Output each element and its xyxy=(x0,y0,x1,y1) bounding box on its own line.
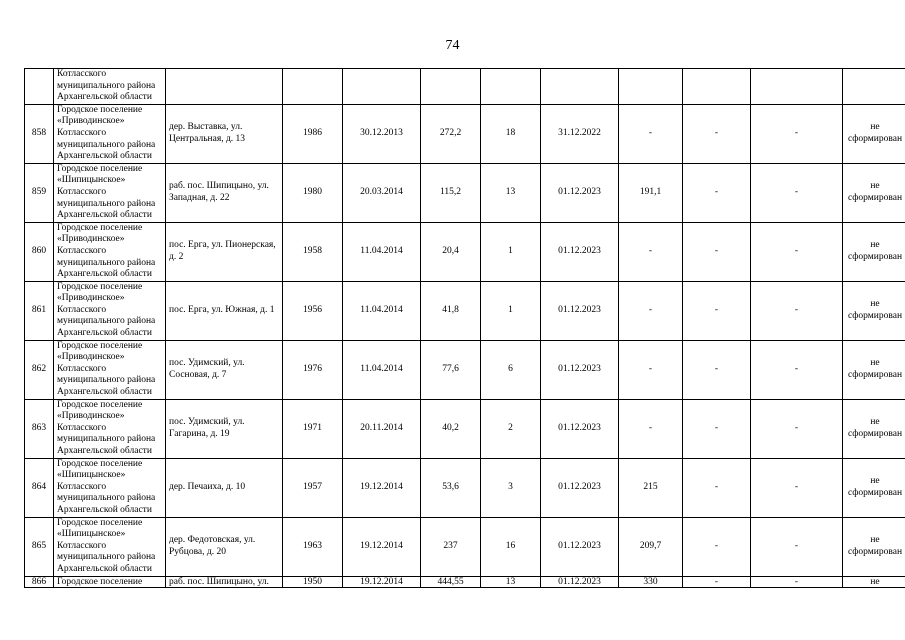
cell-people: 6 xyxy=(481,340,541,399)
cell-year: 1963 xyxy=(283,517,343,576)
cell-date: 19.12.2014 xyxy=(343,517,421,576)
cell-v2: - xyxy=(683,281,751,340)
cell-v1 xyxy=(619,69,683,105)
cell-status: не xyxy=(843,576,905,587)
cell-num: 863 xyxy=(25,399,54,458)
cell-deadline: 01.12.2023 xyxy=(541,576,619,587)
cell-settlement: Городское поселение «Шипицынское» Котласского муниципального района Архангельской области xyxy=(54,517,166,576)
cell-date: 19.12.2014 xyxy=(343,458,421,517)
cell-v2: - xyxy=(683,163,751,222)
cell-area: 40,2 xyxy=(421,399,481,458)
cell-area: 41,8 xyxy=(421,281,481,340)
cell-v1: 191,1 xyxy=(619,163,683,222)
cell-num: 860 xyxy=(25,222,54,281)
cell-year: 1956 xyxy=(283,281,343,340)
cell-v2 xyxy=(683,69,751,105)
cell-people: 1 xyxy=(481,222,541,281)
cell-date xyxy=(343,69,421,105)
cell-deadline: 01.12.2023 xyxy=(541,517,619,576)
cell-area: 272,2 xyxy=(421,104,481,163)
cell-year: 1980 xyxy=(283,163,343,222)
cell-v3: - xyxy=(751,458,843,517)
cell-v1: - xyxy=(619,222,683,281)
cell-num: 858 xyxy=(25,104,54,163)
cell-address: раб. пос. Шипицыно, ул. xyxy=(166,576,283,587)
cell-address: дер. Выставка, ул. Центральная, д. 13 xyxy=(166,104,283,163)
cell-v3: - xyxy=(751,163,843,222)
cell-deadline: 01.12.2023 xyxy=(541,340,619,399)
cell-settlement: Городское поселение «Приводинское» Котласского муниципального района Архангельской области xyxy=(54,399,166,458)
cell-year: 1957 xyxy=(283,458,343,517)
cell-settlement: Городское поселение «Приводинское» Котласского муниципального района Архангельской области xyxy=(54,340,166,399)
cell-address: пос. Удимский, ул. Гагарина, д. 19 xyxy=(166,399,283,458)
cell-year: 1976 xyxy=(283,340,343,399)
cell-area: 444,55 xyxy=(421,576,481,587)
cell-year: 1958 xyxy=(283,222,343,281)
cell-v2: - xyxy=(683,576,751,587)
cell-people: 13 xyxy=(481,576,541,587)
cell-address: дер. Федотовская, ул. Рубцова, д. 20 xyxy=(166,517,283,576)
cell-v3: - xyxy=(751,281,843,340)
cell-v3: - xyxy=(751,222,843,281)
cell-v1: - xyxy=(619,399,683,458)
cell-status: не сформирован xyxy=(843,399,905,458)
cell-area: 115,2 xyxy=(421,163,481,222)
cell-address xyxy=(166,69,283,105)
cell-address: пос. Ерга, ул. Пионерская, д. 2 xyxy=(166,222,283,281)
cell-deadline: 31.12.2022 xyxy=(541,104,619,163)
cell-date: 11.04.2014 xyxy=(343,222,421,281)
cell-deadline xyxy=(541,69,619,105)
cell-deadline: 01.12.2023 xyxy=(541,399,619,458)
cell-people: 16 xyxy=(481,517,541,576)
cell-settlement: Городское поселение «Приводинское» Котласского муниципального района Архангельской области xyxy=(54,281,166,340)
cell-area: 53,6 xyxy=(421,458,481,517)
cell-status: не сформирован xyxy=(843,104,905,163)
cell-status: не сформирован xyxy=(843,458,905,517)
cell-address: дер. Печаиха, д. 10 xyxy=(166,458,283,517)
cell-v2: - xyxy=(683,517,751,576)
cell-v1: - xyxy=(619,281,683,340)
cell-year: 1986 xyxy=(283,104,343,163)
cell-v2: - xyxy=(683,458,751,517)
cell-date: 11.04.2014 xyxy=(343,340,421,399)
table-row xyxy=(25,163,905,222)
cell-area: 237 xyxy=(421,517,481,576)
cell-area: 20,4 xyxy=(421,222,481,281)
cell-status xyxy=(843,69,905,105)
cell-settlement: Городское поселение «Приводинское» Котласского муниципального района Архангельской области xyxy=(54,222,166,281)
cell-settlement: Городское поселение «Приводинское» Котласского муниципального района Архангельской области xyxy=(54,104,166,163)
cell-v3: - xyxy=(751,517,843,576)
cell-v3: - xyxy=(751,104,843,163)
cell-status: не сформирован xyxy=(843,222,905,281)
cell-v3: - xyxy=(751,340,843,399)
cell-v1: 330 xyxy=(619,576,683,587)
cell-address: пос. Ерга, ул. Южная, д. 1 xyxy=(166,281,283,340)
cell-year xyxy=(283,69,343,105)
cell-settlement: Городское поселение «Шипицынское» Котласского муниципального района Архангельской области xyxy=(54,163,166,222)
cell-settlement: Котласского муниципального района Архангельской области xyxy=(54,69,166,105)
table-row xyxy=(25,517,905,576)
cell-area xyxy=(421,69,481,105)
cell-v3: - xyxy=(751,576,843,587)
table-row xyxy=(25,281,905,340)
cell-v2: - xyxy=(683,399,751,458)
cell-status: не сформирован xyxy=(843,163,905,222)
cell-date: 30.12.2013 xyxy=(343,104,421,163)
cell-num: 859 xyxy=(25,163,54,222)
cell-date: 20.03.2014 xyxy=(343,163,421,222)
cell-area: 77,6 xyxy=(421,340,481,399)
cell-settlement: Городское поселение xyxy=(54,576,166,587)
cell-date: 11.04.2014 xyxy=(343,281,421,340)
cell-num: 865 xyxy=(25,517,54,576)
cell-v2: - xyxy=(683,340,751,399)
table-row xyxy=(25,222,905,281)
cell-people: 13 xyxy=(481,163,541,222)
cell-v1: 215 xyxy=(619,458,683,517)
cell-num: 866 xyxy=(25,576,54,587)
cell-status: не сформирован xyxy=(843,340,905,399)
table-row xyxy=(25,69,905,105)
housing-table xyxy=(24,68,905,588)
cell-v1: - xyxy=(619,104,683,163)
table-row xyxy=(25,104,905,163)
cell-v3 xyxy=(751,69,843,105)
cell-num: 862 xyxy=(25,340,54,399)
cell-v2: - xyxy=(683,222,751,281)
cell-status: не сформирован xyxy=(843,281,905,340)
table-row xyxy=(25,399,905,458)
cell-people: 18 xyxy=(481,104,541,163)
cell-v2: - xyxy=(683,104,751,163)
table-row xyxy=(25,458,905,517)
cell-people: 1 xyxy=(481,281,541,340)
cell-num: 861 xyxy=(25,281,54,340)
cell-v1: 209,7 xyxy=(619,517,683,576)
cell-deadline: 01.12.2023 xyxy=(541,222,619,281)
cell-year: 1971 xyxy=(283,399,343,458)
page-number: 74 xyxy=(445,38,460,53)
cell-v3: - xyxy=(751,399,843,458)
cell-deadline: 01.12.2023 xyxy=(541,163,619,222)
cell-address: пос. Удимский, ул. Сосновая, д. 7 xyxy=(166,340,283,399)
cell-num xyxy=(25,69,54,105)
cell-status: не сформирован xyxy=(843,517,905,576)
cell-v1: - xyxy=(619,340,683,399)
cell-deadline: 01.12.2023 xyxy=(541,281,619,340)
cell-deadline: 01.12.2023 xyxy=(541,458,619,517)
cell-num: 864 xyxy=(25,458,54,517)
cell-address: раб. пос. Шипицыно, ул. Западная, д. 22 xyxy=(166,163,283,222)
table-row xyxy=(25,576,905,587)
cell-people xyxy=(481,69,541,105)
cell-year: 1950 xyxy=(283,576,343,587)
cell-people: 2 xyxy=(481,399,541,458)
cell-date: 20.11.2014 xyxy=(343,399,421,458)
table-row xyxy=(25,340,905,399)
cell-date: 19.12.2014 xyxy=(343,576,421,587)
cell-settlement: Городское поселение «Шипицынское» Котласского муниципального района Архангельской области xyxy=(54,458,166,517)
cell-people: 3 xyxy=(481,458,541,517)
